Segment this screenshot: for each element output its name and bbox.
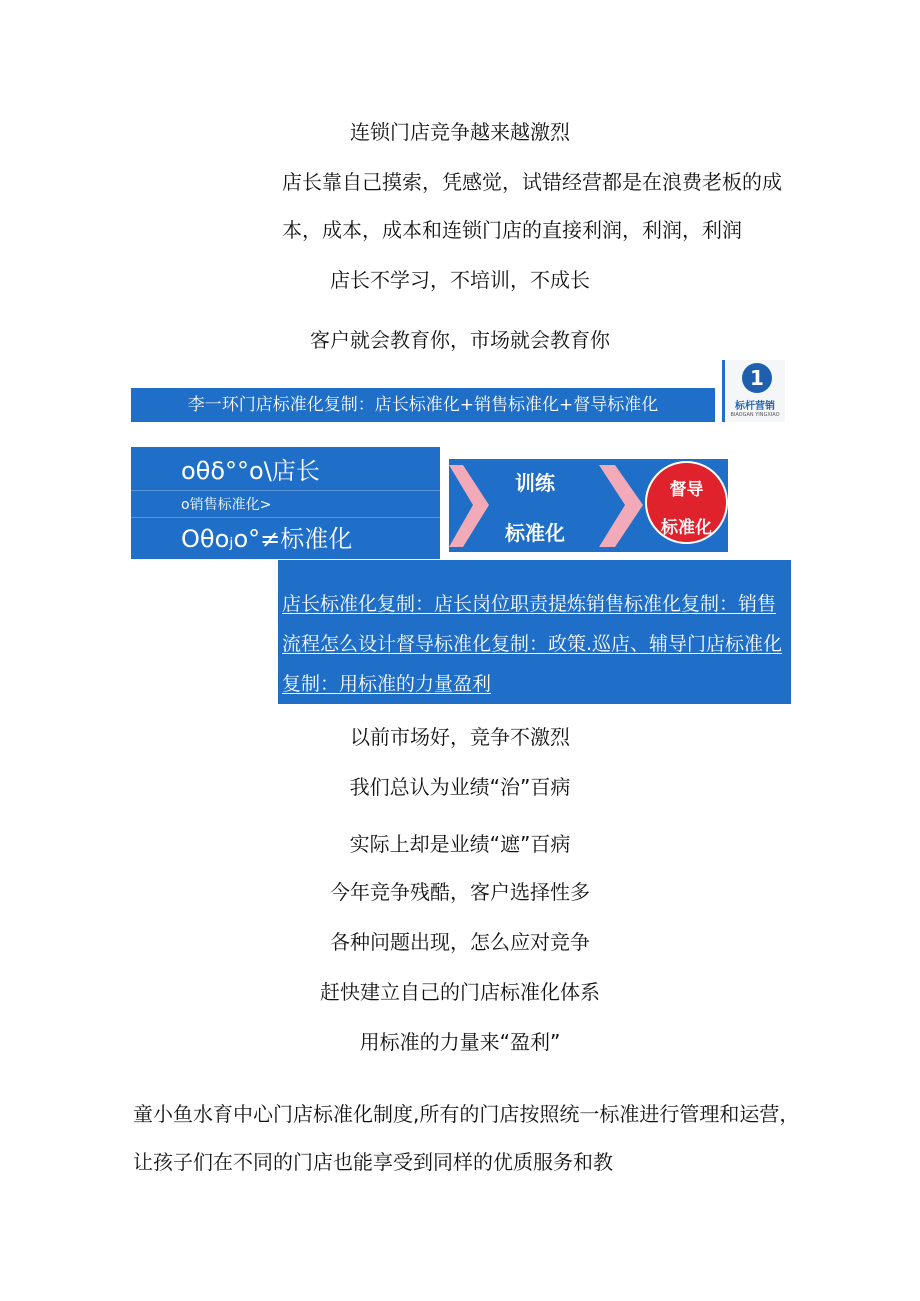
left-box-row-3: Oθoⱼo°≠标准化 [181, 525, 353, 553]
middle-line-1: 以前市场好，竞争不激烈 [350, 725, 570, 749]
standardization-banner: 李一环门店标准化复制：店长标准化+销售标准化+督导标准化 [131, 388, 715, 422]
standardization-detail-box [278, 560, 791, 704]
detail-box-text: 店长标准化复制：店长岗位职责提炼销售标准化复制：销售流程怎么设计督导标准化复制：政策.巡店、辅导门店标准化复制：用标准的力量盈利 [282, 593, 783, 695]
intro-line-4: 店长不学习，不培训，不成长 [330, 268, 590, 292]
intro-line-5: 客户就会教育你，市场就会教育你 [310, 328, 610, 352]
left-box-row-1: oθδ°°o\店长 [131, 447, 440, 491]
middle-line-6: 赶快建立自己的门店标准化体系 [320, 980, 600, 1004]
graphic-label-standardization: 标准化 [505, 521, 565, 545]
middle-line-4: 今年竞争残酷，客户选择性多 [330, 880, 590, 904]
left-info-box [131, 447, 440, 559]
middle-line-7: 用标准的力量来“盈利” [359, 1030, 561, 1054]
intro-line-3: 本，成本，成本和连锁门店的直接利润，利润，利润 [282, 218, 742, 242]
left-box-row-2: o销售标准化> [131, 492, 440, 518]
intro-line-2: 店长靠自己摸索，凭感觉，试错经营都是在浪费老板的成 [282, 170, 782, 194]
closing-paragraph-line-2: 让孩子们在不同的门店也能享受到同样的优质服务和教 [133, 1150, 613, 1174]
logo-mark-icon: 1 [742, 363, 772, 393]
logo-subtitle: BIAOGAN YINGXIAO [730, 412, 780, 418]
intro-line-1: 连锁门店竞争越来越激烈 [350, 120, 570, 144]
middle-line-2: 我们总认为业绩“治”百病 [349, 775, 571, 799]
circle-label-bottom: 标准化 [661, 518, 712, 538]
middle-line-5: 各种问题出现，怎么应对竞争 [330, 930, 590, 954]
graphic-label-training: 训练 [515, 471, 555, 495]
closing-paragraph-line-1: 童小鱼水育中心门店标准化制度,所有的门店按照统一标准进行管理和运营， [133, 1102, 800, 1126]
brand-logo [722, 360, 785, 422]
logo-name: 标杆营销 [735, 401, 775, 412]
supervisor-circle [645, 461, 728, 544]
circle-label-top: 督导 [669, 480, 704, 500]
middle-line-3: 实际上却是业绩“遮”百病 [349, 832, 571, 856]
